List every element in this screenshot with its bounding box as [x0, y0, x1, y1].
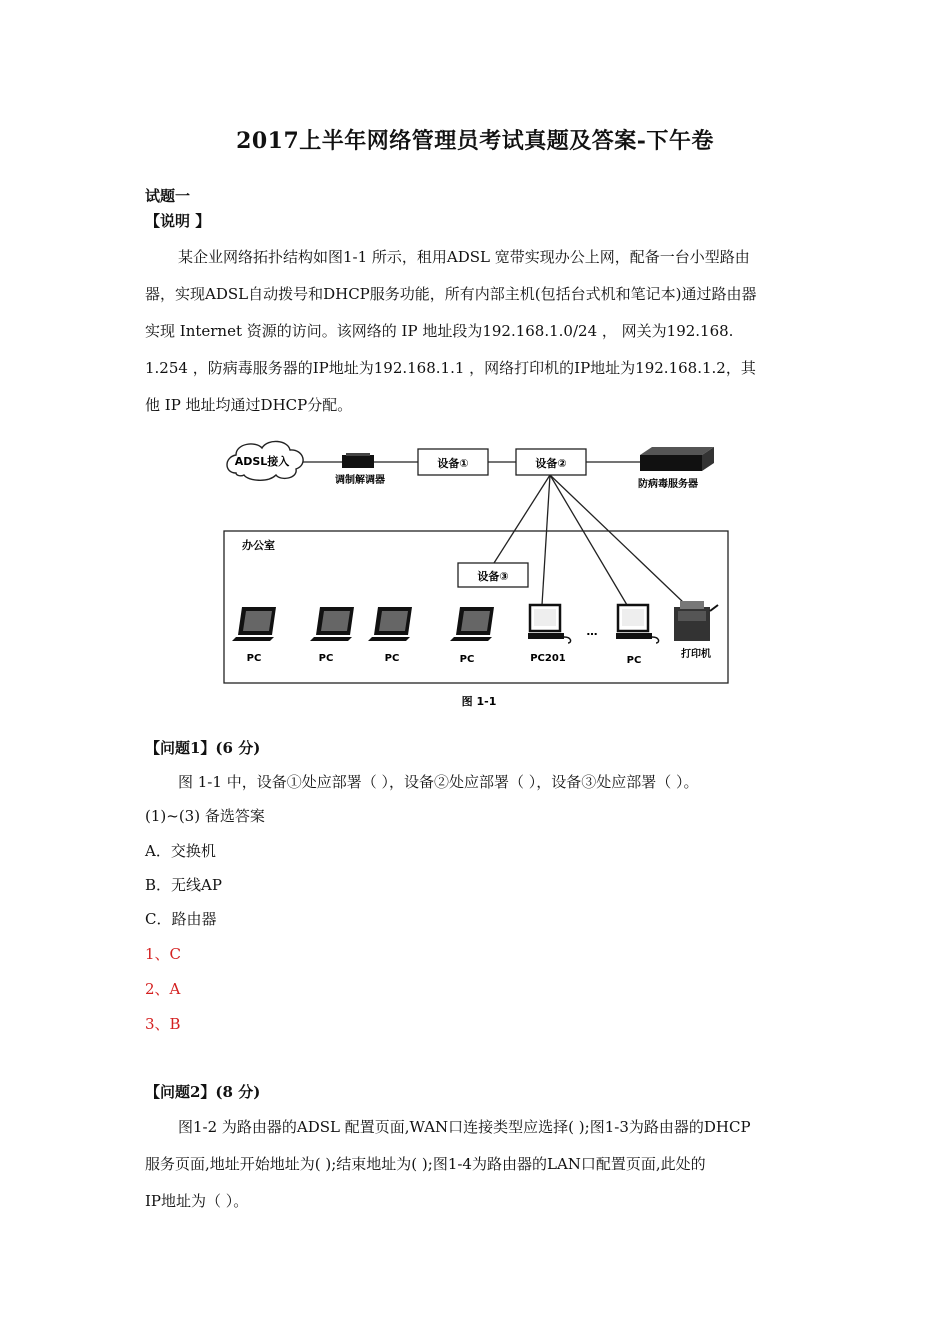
printer-icon	[674, 601, 718, 641]
server-icon	[638, 447, 714, 490]
device3-label: 设备③	[477, 570, 509, 583]
laptop-icon	[232, 607, 276, 641]
paragraph-line: 某企业网络拓扑结构如图1-1 所示，租用ADSL 宽带实现办公上网，配备一台小型路由	[178, 248, 750, 266]
modem-label: 调制解调器	[335, 475, 385, 486]
printer-label: 打印机	[681, 649, 711, 660]
pc-label: PC	[626, 655, 642, 666]
question1-heading: 【问题1】(6 分)	[145, 739, 261, 757]
answer-item: 2、A	[145, 980, 181, 998]
desktop-icon	[616, 605, 659, 643]
antivirus-label: 防病毒服务器	[638, 479, 698, 490]
ellipsis: …	[586, 625, 598, 638]
paragraph-line: 他 IP 地址均通过DHCP分配。	[145, 396, 353, 414]
options-heading: (1)~(3) 备选答案	[145, 807, 265, 825]
section-heading: 试题一	[145, 187, 191, 205]
option-item: B．无线AP	[145, 876, 222, 894]
pc-label: PC	[459, 654, 475, 665]
adsl-cloud	[227, 441, 303, 480]
option-item: C．路由器	[145, 910, 217, 928]
answer-item: 3、B	[145, 1015, 181, 1033]
pc-label: PC	[318, 653, 334, 664]
device1-label: 设备①	[437, 457, 469, 470]
paragraph-line: 实现 Internet 资源的访问。该网络的 IP 地址段为192.168.1.0/24 ， 网关为192.168.	[145, 322, 734, 340]
device1-box	[418, 449, 488, 475]
paragraph-line: 1.254 ，防病毒服务器的IP地址为192.168.1.1 ，网络打印机的IP地址为192.168.1.2，其	[145, 359, 756, 377]
document-title: 2017上半年网络管理员考试真题及答案-下午卷	[236, 128, 714, 154]
question2-line: IP地址为（ ）。	[145, 1192, 249, 1210]
question1-text: 图 1-1 中，设备①处应部署（ ），设备②处应部署（ ），设备③处应部署（ ）。	[178, 773, 699, 791]
modem-icon	[335, 453, 385, 486]
figure-caption: 图 1-1	[461, 695, 497, 708]
question2-line: 图1-2 为路由器的ADSL 配置页面,WAN口连接类型应选择( );图1-3为路由器的DHCP	[178, 1118, 751, 1136]
laptop-icon	[368, 607, 412, 641]
pc201-label: PC201	[530, 653, 566, 664]
question2-heading: 【问题2】(8 分)	[145, 1083, 261, 1101]
adsl-label: ADSL接入	[234, 455, 290, 468]
laptop-icon	[310, 607, 354, 641]
paragraph-line: 器，实现ADSL自动拨号和DHCP服务功能，所有内部主机(包括台式机和笔记本)通过路由器	[145, 285, 757, 303]
answer-item: 1、C	[145, 945, 182, 963]
pc-label: PC	[246, 653, 262, 664]
device2-box	[516, 449, 586, 475]
device3-box	[458, 563, 528, 587]
device2-label: 设备②	[535, 457, 567, 470]
network-topology-figure	[222, 435, 742, 713]
option-item: A．交换机	[145, 842, 216, 860]
office-label: 办公室	[242, 539, 275, 552]
question2-line: 服务页面,地址开始地址为( );结束地址为( );图1-4为路由器的LAN口配置页面,此处的	[145, 1155, 706, 1173]
explain-label: 【说明 】	[145, 212, 211, 230]
desktop-icon	[528, 605, 571, 643]
pc-label: PC	[384, 653, 400, 664]
laptop-icon	[450, 607, 494, 641]
